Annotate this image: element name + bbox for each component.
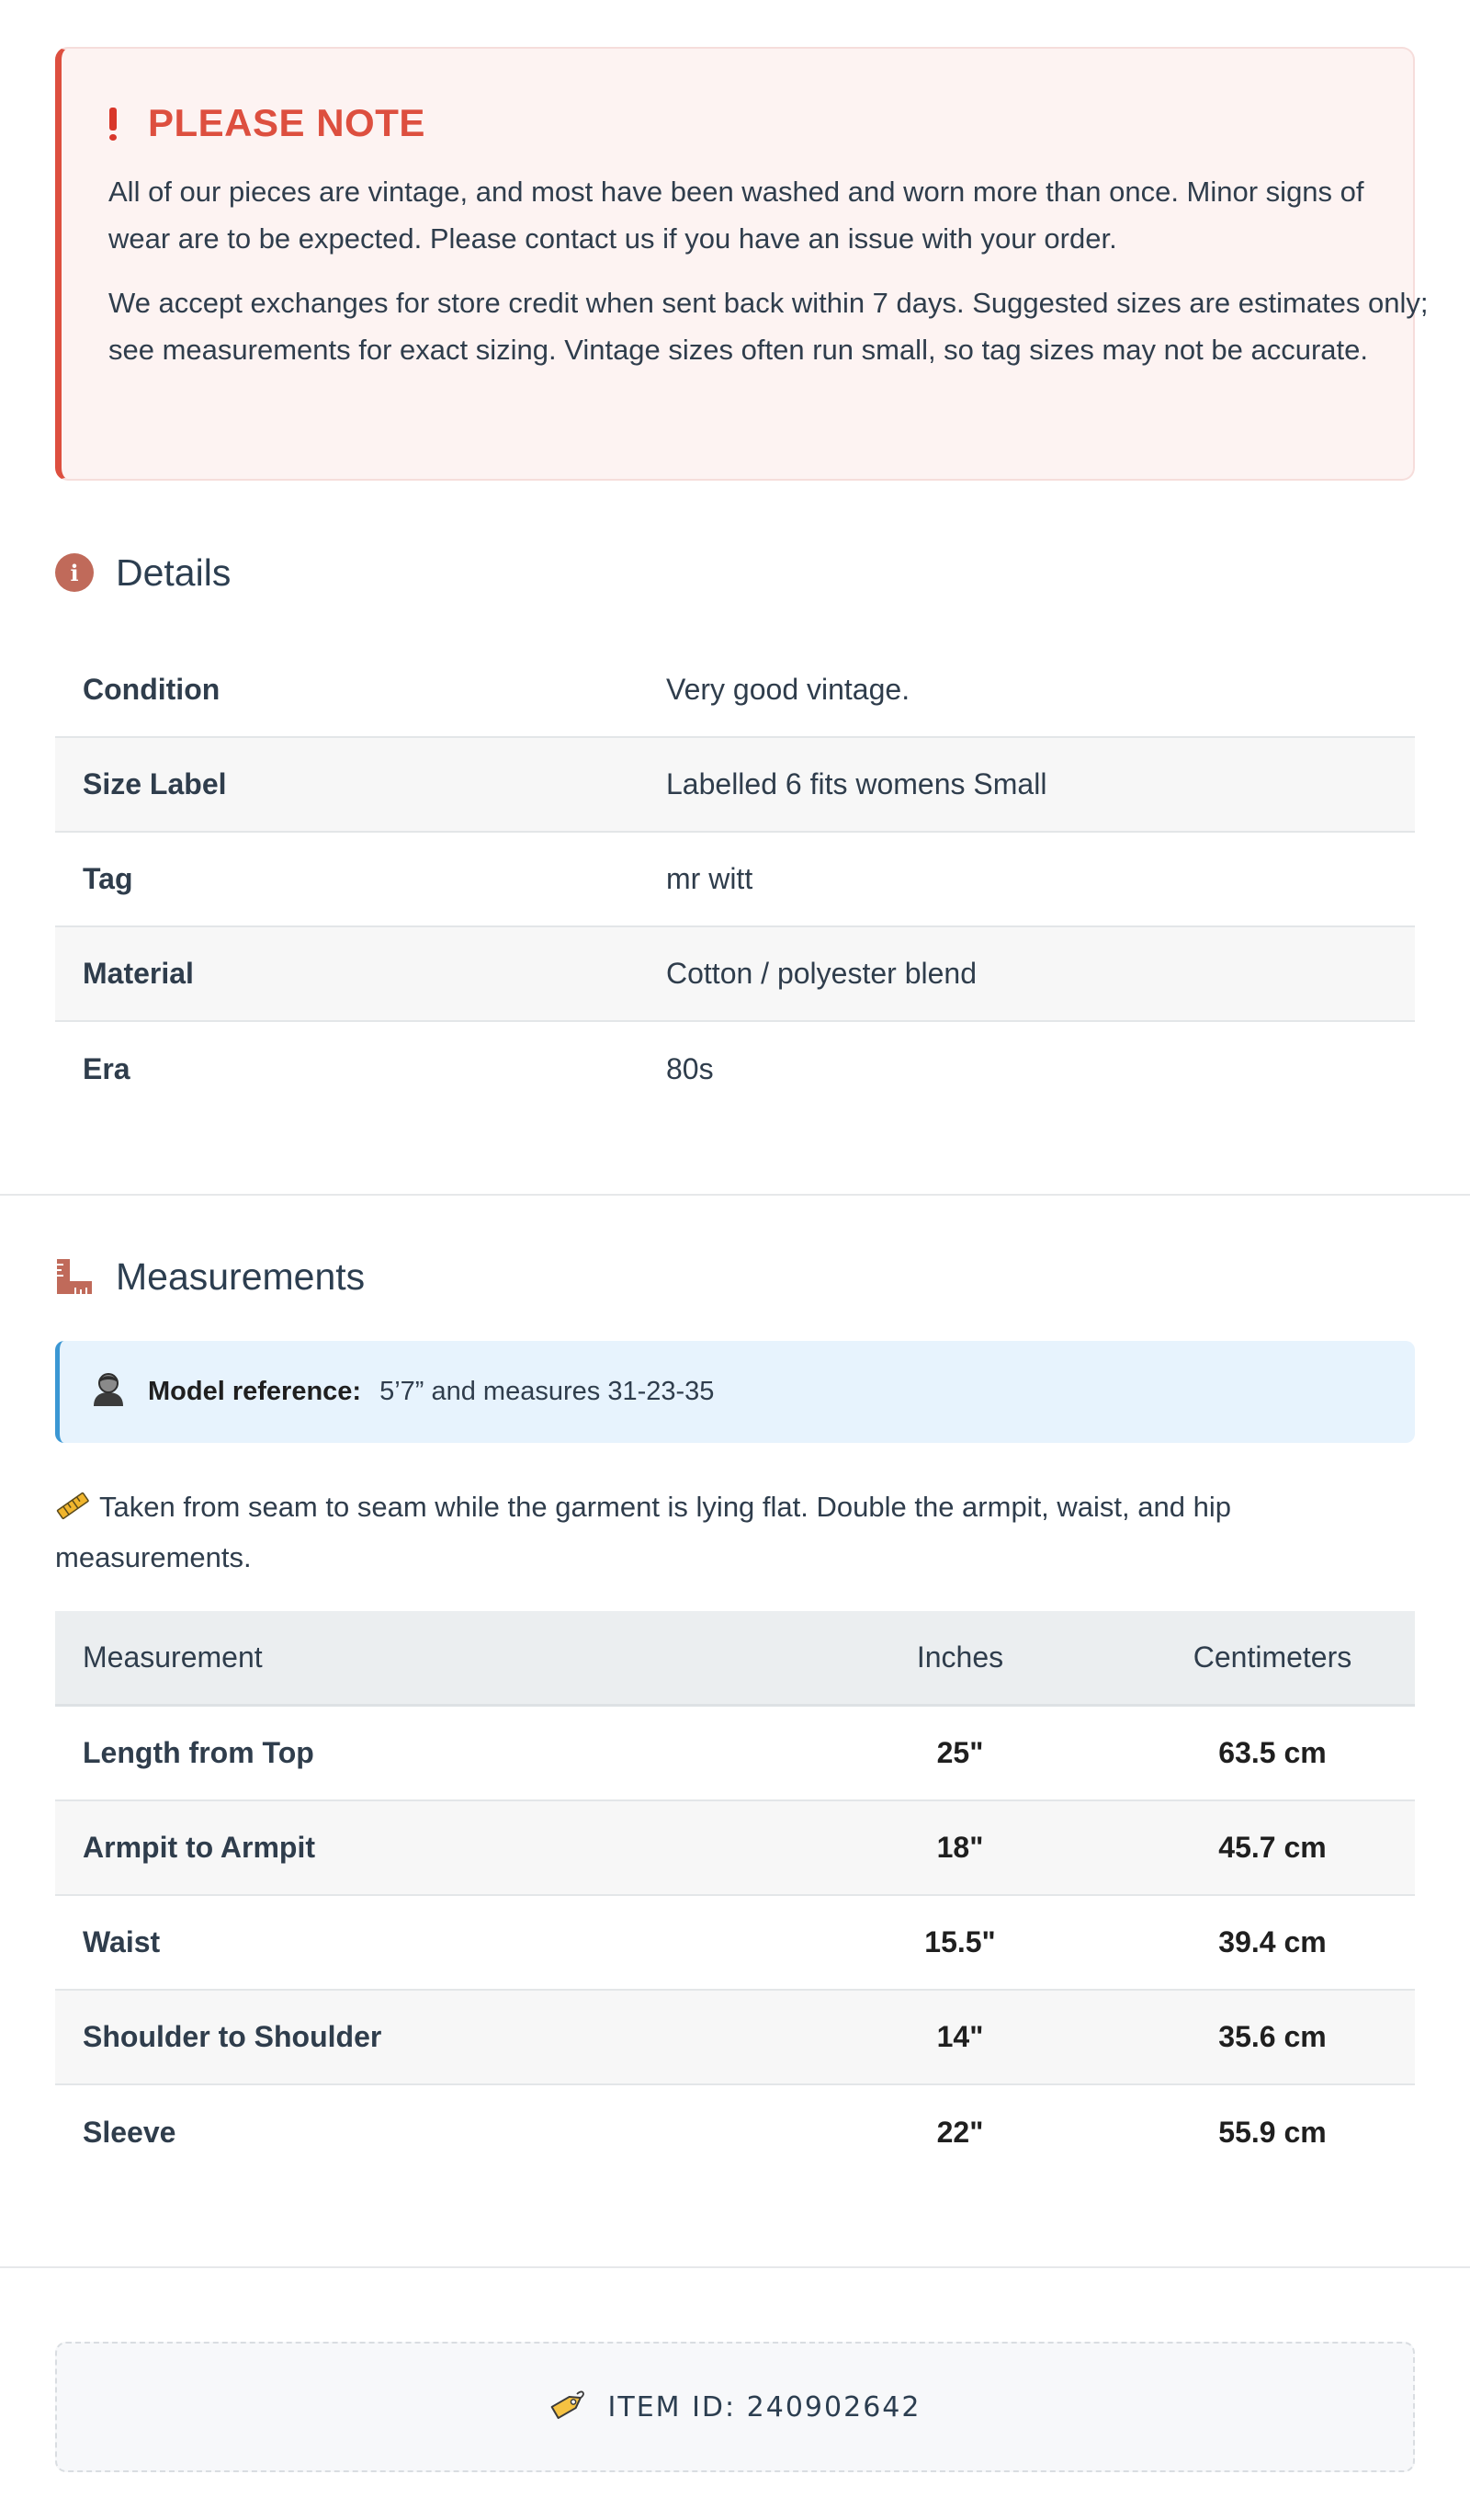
details-row [55,738,1415,833]
notice-title: PLEASE NOTE [148,101,425,144]
measurement-name: Waist [83,1925,161,1958]
section-title: Measurements [116,1254,366,1298]
person-icon [93,1372,124,1412]
item-id: ITEM ID: 240902642 [607,2390,922,2424]
measurement-cm: 63.5 cm [1218,1736,1327,1769]
measurements-heading [55,1254,365,1300]
pencil-icon [55,1487,90,1534]
details-table [55,643,1415,1117]
measurement-inches: 18" [936,1831,984,1864]
measurement-cm: 45.7 cm [1218,1831,1327,1864]
section-divider [0,1194,1470,1196]
tag-icon [549,2387,586,2428]
notice-paragraph: All of our pieces are vintage, and most have been washed and worn more than once. Minor signs of wear are to be expected. Please contact us if you have an issue with your order. [108,176,1364,255]
measurement-inches: 14" [936,2020,984,2053]
notice-box [55,47,1429,481]
measurement-name: Length from Top [83,1736,314,1769]
details-label: Material [83,957,194,990]
details-value: Very good vintage. [666,673,910,706]
details-label: Tag [83,862,133,895]
table-row [55,2085,1415,2180]
details-row [55,1022,1415,1117]
table-row [55,1707,1415,1801]
column-header: Measurement [83,1640,263,1674]
table-row [55,1896,1415,1991]
measurements-table [55,1611,1415,2180]
ruler-icon [55,1257,94,1296]
details-value: 80s [666,1052,714,1085]
details-heading [55,550,231,596]
details-value: mr witt [666,862,753,895]
measurement-note [55,1483,1378,1581]
table-row [55,1801,1415,1896]
measurement-inches: 15.5" [924,1925,996,1958]
measurement-name: Armpit to Armpit [83,1831,316,1864]
column-header: Centimeters [1193,1640,1352,1674]
model-reference-value: 5’7” and measures 31-23-35 [379,1377,715,1406]
column-header: Inches [916,1640,1004,1674]
details-row [55,927,1415,1022]
details-row [55,833,1415,927]
details-value: Cotton / polyester blend [666,957,977,990]
section-title: Details [116,551,232,594]
measurement-inches: 22" [936,2116,984,2149]
measurement-name: Sleeve [83,2116,176,2149]
measurement-name: Shoulder to Shoulder [83,2020,382,2053]
measurement-cm: 39.4 cm [1218,1925,1327,1958]
details-label: Era [83,1052,130,1085]
section-divider [0,2266,1470,2268]
details-label: Condition [83,673,220,706]
measurement-cm: 55.9 cm [1218,2116,1327,2149]
info-icon: i [55,553,94,592]
table-header [55,1611,1415,1707]
notice-paragraph: We accept exchanges for store credit when sent back within 7 days. Suggested sizes are estimates only; see measurements for exact sizing. Vintage sizes often run small, so tag sizes may not be accurate. [108,287,1429,366]
table-row [55,1991,1415,2085]
exclamation-icon [108,106,118,141]
notice-header [108,101,1413,144]
details-value: Labelled 6 fits womens Small [666,767,1047,800]
details-row [55,643,1415,738]
measurement-note-text: Taken from seam to seam while the garment is lying flat. Double the armpit, waist, and hip measurements. [55,1491,1231,1573]
item-id-box [55,2342,1415,2472]
measurement-inches: 25" [936,1736,984,1769]
details-label: Size Label [83,767,227,800]
model-reference-label: Model reference: [148,1377,362,1406]
model-reference-banner [55,1341,1415,1443]
measurement-cm: 35.6 cm [1218,2020,1327,2053]
